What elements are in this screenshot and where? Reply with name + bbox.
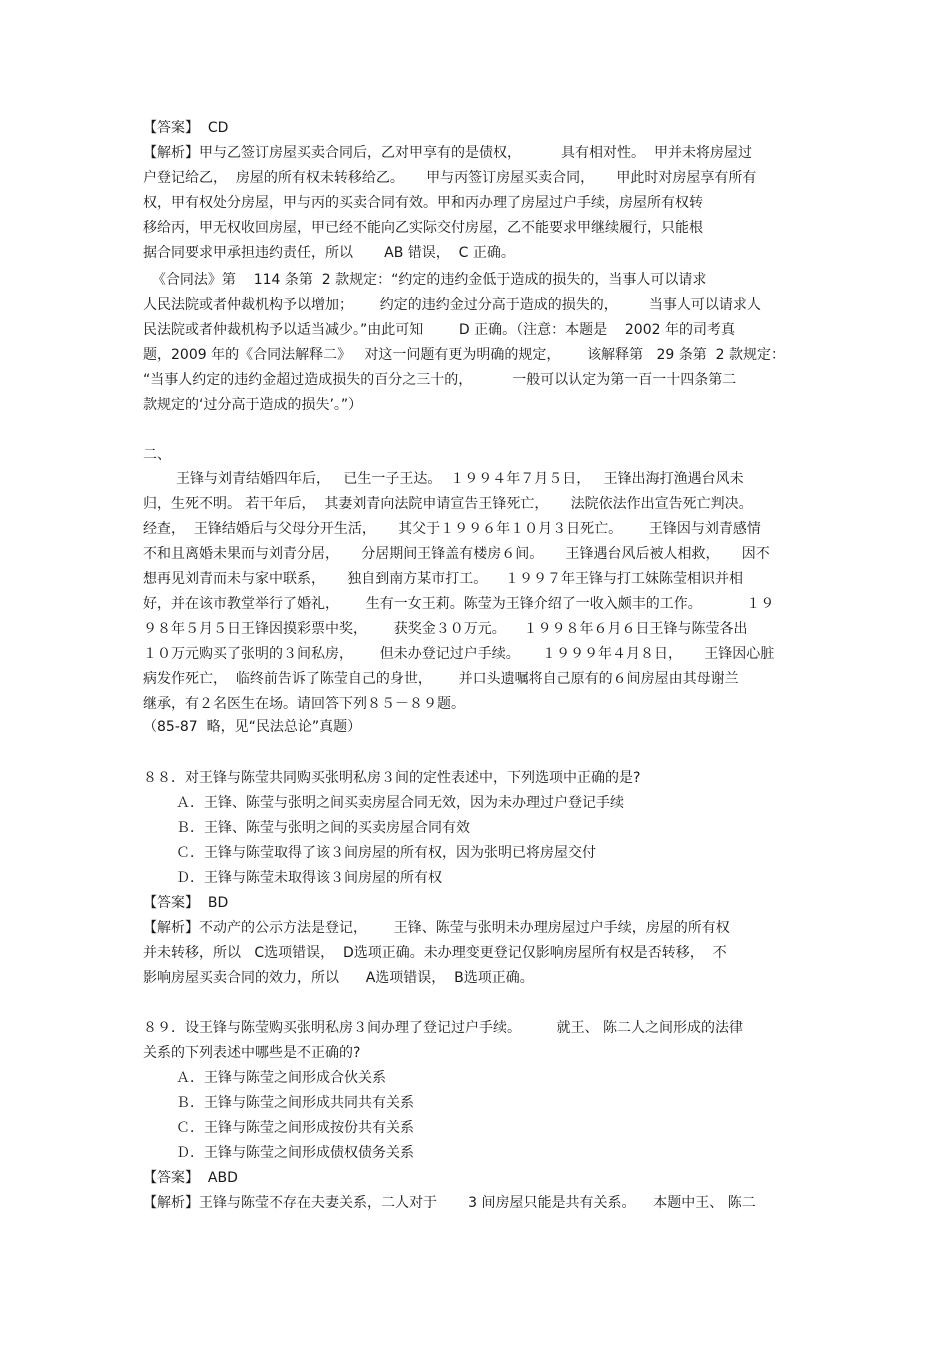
option-c: Ｃ．王锋与陈莹之间形成按份共有关系 (176, 1120, 414, 1136)
text-line: 移给丙，甲无权收回房屋，甲已经不能向乙实际交付房屋，乙不能要求甲继续履行，只能根 (143, 220, 703, 236)
question-89-cont: 关系的下列表述中哪些是不正确的? (143, 1045, 361, 1061)
option-b: Ｂ．王锋、陈莹与张明之间的买卖房屋合同有效 (176, 820, 470, 836)
case-line: ９８年５月５日王锋因摸彩票中奖， 获奖金３０万元。 １９９８年６月６日王锋与陈莹各出 (143, 621, 748, 637)
case-line: 归，生死不明。 若干年后， 其妻刘青向法院申请宣告王锋死亡， 法院依法作出宣告死亡判决。 (143, 496, 753, 512)
question-89: ８９．设王锋与陈莹购买张明私房３间办理了登记过户手续。 就王、 陈二人之间形成的法律 (143, 1020, 744, 1036)
answer-line-3: 【答案】 ABD (143, 1170, 238, 1186)
text-line: 款规定的‘过分高于造成的损失’。”） (143, 397, 363, 413)
case-line: 好，并在该市教堂举行了婚礼， 生有一女王莉。陈莹为王锋介绍了一收入颇丰的工作。 １９ (143, 596, 775, 612)
analysis-line: 【解析】甲与乙签订房屋买卖合同后，乙对甲享有的是债权， 具有相对性。 甲并未将房屋过 (143, 145, 752, 161)
text-line: 据合同要求甲承担违约责任，所以 AB 错误， C 正确。 (143, 245, 515, 261)
answer-line-2: 【答案】 BD (143, 895, 229, 911)
case-line: １０万元购买了张明的３间私房， 但未办登记过户手续。 １９９９年４月８日， 王锋因心脏 (143, 646, 775, 662)
case-line: 继承，有２名医生在场。请回答下列８５－８９题。 (143, 696, 465, 712)
analysis-line: 影响房屋买卖合同的效力，所以 A选项错误， B选项正确。 (143, 970, 534, 986)
option-a: Ａ．王锋与陈莹之间形成合伙关系 (176, 1070, 386, 1086)
section-heading: 二、 (143, 447, 171, 463)
option-a: Ａ．王锋、陈莹与张明之间买卖房屋合同无效，因为未办理过户登记手续 (176, 795, 624, 811)
option-c: Ｃ．王锋与陈莹取得了该３间房屋的所有权，因为张明已将房屋交付 (176, 845, 596, 861)
case-line: 王锋与刘青结婚四年后， 已生一子王达。 １９９４年７月５日， 王锋出海打渔遇台风未 (176, 471, 744, 487)
text-line: 《合同法》第 114 条第 2 款规定：“约定的违约金低于造成的损失的，当事人可以请求 (143, 272, 707, 288)
case-line: 想再见刘青而未与家中联系， 独自到南方某市打工。 １９９７年王锋与打工妹陈莹相识并相 (143, 571, 744, 587)
text-line: 民法院或者仲裁机构予以适当减少。”由此可知 D 正确。（注意：本题是 2002 年的司考真 (143, 322, 735, 338)
option-d: Ｄ．王锋与陈莹之间形成债权债务关系 (176, 1145, 414, 1161)
text-line: 题，2009 年的《合同法解释二》 对这一问题有更为明确的规定， 该解释第 29 条第 2 款规定： (143, 347, 786, 363)
analysis-line: 并未转移，所以 C选项错误， D选项正确。未办理变更登记仅影响房屋所有权是否转移， 不 (143, 945, 727, 961)
option-b: Ｂ．王锋与陈莹之间形成共同共有关系 (176, 1095, 414, 1111)
case-line: 不和且离婚未果而与刘青分居， 分居期间王锋盖有楼房６间。 王锋遇台风后被人相救， 因不 (143, 546, 770, 562)
analysis-line: 【解析】不动产的公示方法是登记， 王锋、陈莹与张明未办理房屋过户手续，房屋的所有权 (143, 920, 730, 936)
text-line: “当事人约定的违约金超过造成损失的百分之三十的， 一般可以认定为第一百一十四条第二 (143, 372, 737, 388)
text-line: 权，甲有权处分房屋，甲与丙的买卖合同有效。甲和丙办理了房屋过户手续，房屋所有权转 (143, 195, 703, 211)
option-d: Ｄ．王锋与陈莹未取得该３间房屋的所有权 (176, 870, 442, 886)
text-line: 人民法院或者仲裁机构予以增加； 约定的违约金过分高于造成的损失的， 当事人可以请求人 (143, 297, 761, 313)
text-line: 户登记给乙， 房屋的所有权未转移给乙。 甲与丙签订房屋买卖合同， 甲此时对房屋享有所有 (143, 170, 757, 186)
analysis-line: 【解析】王锋与陈莹不存在夫妻关系，二人对于 3 间房屋只能是共有关系。 本题中王、 陈二 (143, 1195, 756, 1211)
answer-line-1: 【答案】 CD (143, 120, 229, 136)
case-line: 经查， 王锋结婚后与父母分开生活， 其父于１９９６年１０月３日死亡。 王锋因与刘青感情 (143, 521, 761, 537)
case-line: 病发作死亡， 临终前告诉了陈莹自己的身世， 并口头遗嘱将自己原有的６间房屋由其母谢兰 (143, 671, 739, 687)
question-88: ８８．对王锋与陈莹共同购买张明私房３间的定性表述中，下列选项中正确的是? (143, 770, 641, 786)
note-line: （85-87 略，见“民法总论”真题） (143, 719, 362, 735)
